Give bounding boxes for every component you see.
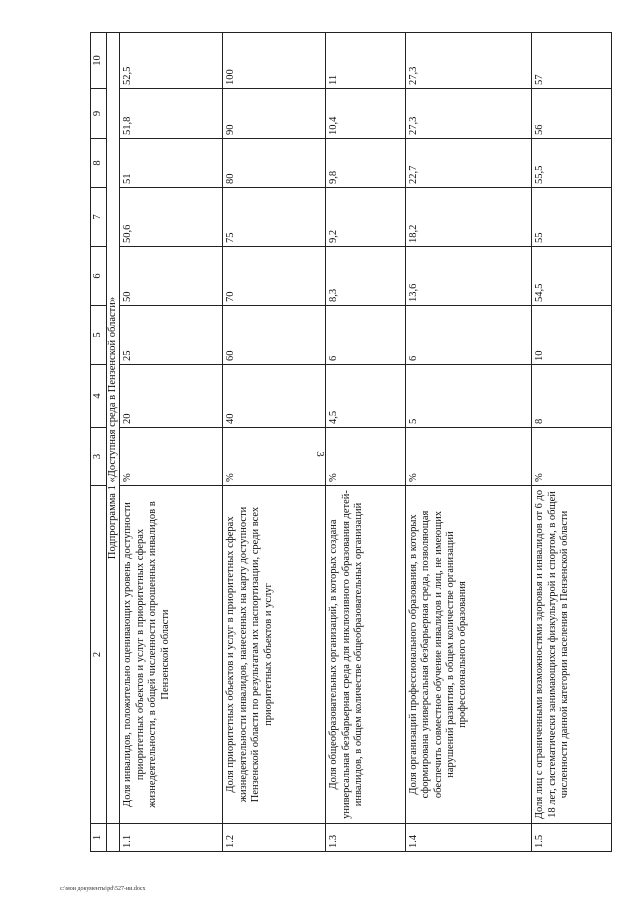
value-cell: 56 (532, 89, 612, 139)
value-cell: 13,6 (405, 247, 531, 306)
value-cell: 5 (405, 365, 531, 428)
unit-cell: % (223, 428, 326, 486)
value-cell: 50 (120, 247, 223, 306)
table-row (326, 33, 406, 852)
value-cell: 80 (223, 139, 326, 188)
value-cell: 9,2 (326, 188, 406, 247)
unit-cell: % (532, 428, 612, 486)
table-row (532, 33, 612, 852)
value-cell: 40 (223, 365, 326, 428)
row-number: 1.5 (532, 824, 612, 852)
value-cell: 75 (223, 188, 326, 247)
indicator-description: Доля инвалидов, положительно оценивающих уровень доступности приоритетных объектов и услуг в приоритетных сферах жизнедеятельности, в общей численности опрошенных инвалидов в Пензенской области (120, 486, 223, 824)
page-number: 3 (314, 451, 326, 457)
indicator-description: Доля общеобразовательных организаций, в которых создана универсальная безбарьерная среда для инклюзивного образования детей-инвалидов, в общем количестве общеобразовательных организаций (326, 486, 406, 824)
value-cell: 50,6 (120, 188, 223, 247)
row-number: 1.2 (223, 824, 326, 852)
row-number: 1.4 (405, 824, 531, 852)
column-header: 7 (91, 188, 107, 247)
column-header: 4 (91, 365, 107, 428)
indicator-description: Доля лиц с ограниченными возможностями здоровья и инвалидов от 6 до 18 лет, систематически занимающихся физкультурой и спортом, в общей численности данной категории населения в Пензенской области (532, 486, 612, 824)
blank-cell (107, 824, 120, 852)
column-header: 10 (91, 33, 107, 89)
value-cell: 51,8 (120, 89, 223, 139)
unit-cell: % (120, 428, 223, 486)
table-row (120, 33, 223, 852)
unit-cell: % (405, 428, 531, 486)
table-row (223, 33, 326, 852)
indicator-description: Доля организаций профессионального образования, в которых сформирована универсальная безбарьерная среда, позволяющая обеспечить совместное обучение инвалидов и лиц, не имеющих нарушений развития, в общем количестве организаций профессионального образования (405, 486, 531, 824)
value-cell: 54,5 (532, 247, 612, 306)
value-cell: 8,3 (326, 247, 406, 306)
value-cell: 55,5 (532, 139, 612, 188)
row-number: 1.1 (120, 824, 223, 852)
value-cell: 27,3 (405, 33, 531, 89)
subprogram-row (107, 33, 120, 852)
column-header: 6 (91, 247, 107, 306)
value-cell: 8 (532, 365, 612, 428)
value-cell: 60 (223, 306, 326, 365)
value-cell: 10 (532, 306, 612, 365)
value-cell: 11 (326, 33, 406, 89)
rotated-sheet (90, 33, 612, 852)
value-cell: 4,5 (326, 365, 406, 428)
column-header: 9 (91, 89, 107, 139)
value-cell: 27,3 (405, 89, 531, 139)
footer-file-path: c:\мои документы\pd\527-ии.docx (60, 886, 146, 892)
column-header: 1 (91, 824, 107, 852)
value-cell: 52,5 (120, 33, 223, 89)
column-header: 3 (91, 428, 107, 486)
value-cell: 22,7 (405, 139, 531, 188)
value-cell: 9,8 (326, 139, 406, 188)
value-cell: 90 (223, 89, 326, 139)
value-cell: 10,4 (326, 89, 406, 139)
column-header: 8 (91, 139, 107, 188)
value-cell: 18,2 (405, 188, 531, 247)
column-number-row (91, 33, 107, 852)
row-number: 1.3 (326, 824, 406, 852)
value-cell: 20 (120, 365, 223, 428)
unit-cell: % (326, 428, 406, 486)
value-cell: 70 (223, 247, 326, 306)
column-header: 2 (91, 486, 107, 824)
indicator-description: Доля приоритетных объектов и услуг в приоритетных сферах жизнедеятельности инвалидов, нанесенных на карту доступности Пензенской области по результатам их паспортизации, среди всех приоритетных объектов и услуг (223, 486, 326, 824)
value-cell: 100 (223, 33, 326, 89)
subprogram-title: Подпрограмма 1 «Доступная среда в Пензенской области» (107, 33, 120, 824)
value-cell: 6 (326, 306, 406, 365)
value-cell: 51 (120, 139, 223, 188)
indicator-table (90, 32, 612, 852)
value-cell: 55 (532, 188, 612, 247)
column-header: 5 (91, 306, 107, 365)
value-cell: 25 (120, 306, 223, 365)
value-cell: 6 (405, 306, 531, 365)
indicator-table-wrapper (90, 33, 612, 852)
table-row (405, 33, 531, 852)
value-cell: 57 (532, 33, 612, 89)
